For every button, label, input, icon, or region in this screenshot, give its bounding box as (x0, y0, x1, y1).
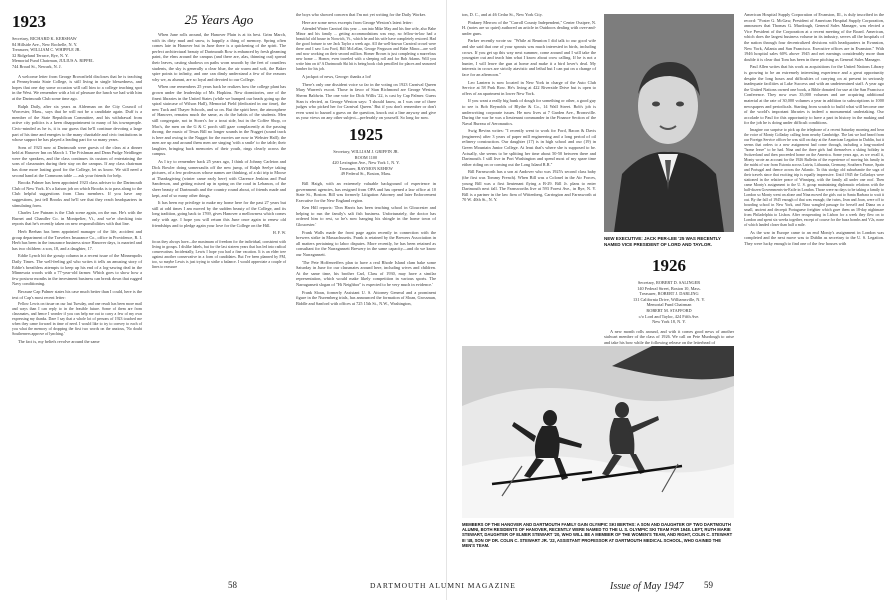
ski-scene-image (462, 346, 734, 518)
officer-line: ROBERT M. STAFFORD (646, 307, 692, 313)
news-paragraph: Herb Beehan has been appointed manager of the life, accident and group department of the Travelers Insurance Co., office in Providence, R. I. Herb has been in the insurance business since Hanover days, is married and has two children: a son, 18, and a daughter, 17. (12, 229, 142, 251)
magazine-name-footer: DARTMOUTH ALUMNI MAGAZINE (370, 581, 516, 590)
news-paragraph: ton, D. C., and at 46 Cedar St., New York City. (462, 12, 543, 17)
class-1926-column (604, 256, 734, 345)
class-1925-continued-column (462, 12, 596, 337)
news-paragraph: Sons of 1923 now at Dartmouth were guests of the class at a dinner held at Hanover Inn on March 1. The Frishman and Dean Pudge Neidlinger were the speakers, and the class continues its custom of entertaining the sons of classmates during their stay on the campus. If any class chairman has done more lasting good for the College, let us know. We still need a second hand at the Commons table — ask your friends for help. (12, 144, 142, 178)
essay-signature: H. F. W. (272, 230, 286, 236)
class-1926-continued-column (744, 12, 884, 572)
news-paragraph: There's only one dissident voice so far in the voting on 1923 Carnival Queen Mary Warren's escort. Those in favor of Stan Richmond are George Weston, Sherm Baldwin. The one vote for Dick Willis '22, is cast by Cap Palmer. Guess Stan is elected, as George Weston says: 'I should know, as I was one of three judges who picked her for Carnival Queen.' But if you don't remember or don't even want to hazard a guess on the question, knock out a line anyway and give us your views on any other subject—preferably on yourself. So long for now. (296, 81, 436, 121)
news-paragraph: Eddie Lynch hit the gossip column in a recent issue of the Minneapolis Daily Times. The well-feeling gal who writes it tells an amusing story of Eddie's breathless attempts to keep up his end of a log-sawing deal in the Minnesota woods with a 77-year-old farmer. Which goes to show how a few postwar months in the investment business can break down that rugged Navy conditioning. (12, 253, 142, 287)
executive-photo-caption: NEW EXECUTIVE: JACK PER-LEE '25 WAS RECENTLY NAMED VICE PRESIDENT OF LORD AND TAYLOR. (604, 236, 721, 247)
news-paragraph: Ken Hill reports: 'Don Harris has been teaching school in Gloucester and helping to run the family's salt fish business. Unfortunately, the doctor has ordered him to rest, so he's now hanging his shingle in the home town of Gloucester.' (296, 205, 436, 228)
news-paragraph: The fact is, my beliefs revolve around the same (18, 339, 100, 345)
news-paragraph: the boys who showed concern that I'm not yet writing for the Daily Worker. (296, 12, 426, 17)
news-paragraph: Frank Walls made the front page again recently in connection with the brewers strike in Massachusetts. Frank is retained by the Brewers Association in all matters pertaining to labor disputes. More recently, he has been retained as consultant for the Narragansett Brewery in the same capacity—and do we know our Narragansett. (296, 229, 436, 258)
officer-line: Secretary, RICHARD K. KERSHAW (12, 36, 77, 41)
officer-line: Memorial Fund Chairman (646, 302, 692, 308)
officer-line: 744 Broad St., Newark, N. J. (12, 63, 62, 69)
ski-photo-caption: MEMBERS OF THE HANOVER AND DARTMOUTH FAMILY GAIN OLYMPIC SKI BERTHS: A SON AND DAUGHTER OF TWO DARTMOUTH ALUMNI, BOTH RESIDENTS OF HANOVER, RECENTLY WERE NAMED TO THE U. S. OLYMPIC SKI TEAM FOR 1948. LEFT, RUTH MARIE STEWART, DAUGHTER OF ELMER STEWART '20, WHO WILL BE A MEMBER OF THE WOMEN'S TEAM, AND RIGHT, COLIN C. STEWART III '48, SON OF DR. COLIN C. STEWART JR. '22, ASSISTANT PROFESSOR AT DARTMOUTH MEDICAL SCHOOL, WHO GAINED THE MEN'S TEAM. (462, 522, 733, 548)
officer-line: 140 Federal Street, Boston 10, Mass. (637, 285, 701, 291)
news-paragraph: If you want a really big hunk of dough for something or other, a good guy to see is Bob Reynolds of Blythe & Co., 14 Wall Street. Bob's job is underwriting corporate issues. He now lives at 7 Garden Ave., Bronxville. During the war he was a lieutenant commander in the Finance Section of the Naval Bureau of Aeronautics. (462, 98, 596, 126)
news-paragraph: A jackpot of news, George: thanks a lot! (302, 74, 372, 80)
essay-continuation: focus they always have—the maximum of freedom for the individual, consistent with living in groups. I dislike labels, but for the last sixteen years that has led into radical conservatism. Incidentally, Lewis I hope you had a fine vacation. It is an elder tree against another conservative in a form of candidates. But I've been planned by FM, too, so maybe Lewis is just trying to strike a balance. I would appreciate a couple of lines to reassure (152, 239, 286, 269)
twenty-five-years-ago-column (152, 12, 286, 572)
right-page-number: 59 (704, 580, 713, 590)
news-paragraph: Here are some news excerpts from George Weston's latest letter: (302, 19, 413, 25)
class-1925-column (296, 12, 436, 572)
class-1925-heading: 1925 (349, 124, 383, 144)
officer-line: Secretary, ROBERT D. SALINGER (637, 280, 701, 285)
officer-line: 32 Ridgeland Terrace, Rye, N. Y. (12, 52, 69, 58)
section-title: 25 Years Ago (184, 12, 254, 27)
news-paragraph: A welcome letter from George Brownfield discloses that he is teaching at Pennsylvania State College, is still living in single blessedness, and hopes that one day some occasion will call him to a college teaching spot in the West. We remember with a bit of pleasure the lunch we had with him at the Dartmouth Club some time ago. (12, 73, 142, 101)
officer-line: 49 Federal St., Boston, Mass. (340, 171, 392, 177)
class-1923-officers (12, 36, 142, 70)
class-1926-officers (604, 280, 734, 325)
essay-paragraph: As I try to remember back 25 years ago, I think of Johnny Carleton and Dick Bowler doing somersaults off the new jump, of Ralph Seelye taking pictures, of a few professors whose names are thinking, of a ski trip to Moose at Thanksgiving (winter came early here) with Clarence Jenkins and Paul Sanderson, and getting mixed up in spring on the road in Lebanon, of the sheer beauty of Dartmouth and the country round about, of friends made and kept, and of so many other things. (152, 159, 286, 198)
officer-line: 420 Lexington Ave., New York 1, N. Y. (332, 160, 400, 166)
officer-line: Secretary, WILLIAM J. GRIFFIN JR. (333, 148, 399, 154)
news-paragraph: Pinkney Merrow of the "Carroll County Independent," Center Ossipee, N. H. (notes are so quiet) authored an article in Outdoors dealing with over-and-under guns. (462, 19, 596, 36)
class-1926-heading: 1926 (652, 256, 686, 275)
class-1923-heading: 1923 (12, 12, 46, 31)
news-paragraph: Imagine our surprise to pick up the telephone of a recent Saturday morning and hear the voice of Monty Colladay calling from nearby Cambridge. The last we had heard from our Foreign Service officer he was still on duty at the American Legation in Dublin, but it seems that orders to a new assignment had come through, including a long-awaited "home leave" to be had. Nina and the three girls had themselves a skiing holiday in Switzerland and then proceeded home on the America. Some years ago, as we recall it, Monty wrote an account for the 1926 Bulletin of the experience of moving his family in the midst of war from Estonia across Latvia, Lithuania, Germany, Southern France, Spain and Portugal and thence across the Atlantic. To this stodgy old suburbanite the saga of their travels since that exciting trip is equally impressive. Until 1945 the Colladays were stationed in the relative peace of Winnipeg, with the family all under one roof. Then came Monty's assignment to the U. S. group maintaining diplomatic relations with the half-dozen Governments-in-Exile in London. Those were no days to be taking a family to London so Monty went on alone and Nina moved the girls out to Santa Barbara to wait it out. By the fall of 1945 enough of that was enough; the twins, Jean and Joan, were off to boarding school in New York, and Nina wangled passage for herself and Diana on a small, ancient and decrepit Portuguese freighter which gave them an 18-day nightmare from Philadelphia to Lisbon. After recuperating in Lisbon for a week they flew on to London and spent six weeks together, except of course for the buzz bombs and V2s, none of which landed closer than half a mile. (744, 127, 884, 227)
news-paragraph: Frank Sloan, formerly Assistant U. S. Attorney General and a prominent figure in the Nuremberg trials, has announced the formation of Sloan, Grossman, Biddle and Sanford with offices at 725 15th St., N.W., Washington, (296, 289, 436, 306)
class-1925-officers (296, 149, 436, 177)
officer-line: New York 18, N. Y. (652, 319, 686, 325)
officer-line: 84 Hillside Ave., New Rochelle, N. Y. (12, 41, 78, 47)
issue-date-footer: Issue of May 1947 (610, 581, 684, 592)
news-paragraph: A new month rolls around, and with it comes good news of another stalwart member of the class of 1926. We call on Pete Murdough to arise and take his bow while the following release on the letterhead of (604, 328, 734, 345)
essay-paragraph: It has been my privilege to make my home here for the past 27 years but still at odd times I am moved by the sudden beauty of the College, and its long tradition, going back to 1769, gives Hanover a mellowness which comes only with age. I hope you will return this June once again to renew old friendships and to pledge again your love for the College on the Hill. (152, 200, 286, 228)
news-paragraph: Ralph Daily, after six years as Alderman on the City Council of Worcester, Mass., says that he will not be a candidate again. Duff is a member of the State Republican Committee, and his withdrawal from active city politics is a keen disappointment to many of his townspeople. Civic-minded as he is, it is our guess that he'll continue devoting a large part of his time and energies to the many charitable and civic institutions in whose support he has played a leading part for so many years. (12, 103, 142, 143)
officer-line: Treasurer, WILLIAM C. WHIPPLE JR. (12, 47, 81, 53)
officer-line: Treasurer, RAYMON KEHEW (339, 165, 393, 171)
officer-line: c/o Lord and Taylor, 424 Fifth Ave. (638, 313, 700, 319)
news-paragraph: Bill Farnsworth has a son at Andover who was 1925's second class baby (the first was Tommy French). When Bill was a Colonel in the Air Forces, young Bill was a first lieutenant flying a B-29. Bill Jr. plans to enter Dartmouth next fall. The Farnsworths live at 593 Forest Ave., in Rye, N. Y. Bill is a partner in the law firm of Wittenberg, Carrington and Farnsworth at 70 W. 40th St., N. Y. (462, 169, 596, 203)
news-paragraph: Parker recently wrote us: "While at Reunion I did talk to our good wife and she said that one of your sprouts was much interested in birds, including crows. If you get up this way next summer, come around and I will take the youngster out and teach him what I know about crow calling. If he is not a hunter, I will leave the gun at home and make it a bird lover's deal. My interests in crows are strictly atavistic and lethal but I can put on a change of face for an afternoon." (462, 38, 596, 77)
essay-paragraph: When June rolls around, the Hanover Plain is at its best. Grim March, with its dirty mud and snow, is happily a thing of memory. Spring often comes late in Hanover but in June there is a quickening of the spirit. The perfect architectural beauty of Dartmouth Row is enhanced by fresh gleaming paint, the elms around the campus (and there are, alas, thinning out) spread their leaves, casting shadows on paths worn smooth by the feet of countless students, the sky is generally a clear blue, the air warm and soft, the Baker spire points to infinity, and one can dimly understand a few of the reasons why we, as alumni, are so loyal and devoted to our College. (152, 32, 286, 82)
portrait-image (604, 14, 734, 232)
news-paragraph: Because Cap Palmer states his case much better than I could, here is the text of Cap's most recent letter: (12, 288, 142, 300)
news-paragraph: Fellow Lewis on tissue on our last Tuesday, and one result has been more mail and ways than I can reply to in the feasible future. Some of them are from classmates, and hence I wonder if you can help me out to carry a few of my own expressing my thanks. Dare I say that a whole lot of persons of 1923 touched me when they came forward in time of need. I would like to try to convey to each of you what the memory of dropping the first two words on the anxious, 'No doubt Southerners approve of lynching.' (12, 302, 142, 337)
page-gutter (446, 0, 447, 600)
executive-portrait-photo (604, 14, 734, 232)
left-page-number: 58 (228, 580, 237, 590)
essay-paragraph: When one remembers 25 years back he realizes how the college plant has grown under the leadership of Mr. Hopkins. New dormitories, one of the finest libraries in the United States (while we bumped our heads going up the spiral staircase of Wilson Hall), Memorial Field (dedicated in our time), the new Tuck and Thayer Schools, and so on. But the spirit here, the atmosphere of Hanover, remains much the same, as do the habits of the students. Men still congregate, not in Storrs's for a trout side, but in the Coffee Shop, or Mac's, the men on the G & C porch still gaze complacently at the passing throng; the music of Texas Bill no longer sounds in the Nugget (sound track is here and owing to the Nugget for the movies are now in Webster Hall); the men are up and around them men are singing 'with a smile' to the table; their laughter, bringing back memories of their youth, rings clearly across the campus. (152, 84, 286, 157)
news-paragraph: Attended Winter Carnival this year ... ran into Mike May and his fine wife, also Babe Minor and his family ... getting accommodations was easy, no fellow-in-law had a beautiful old house in Norwich, Vt., which he and his wife have completely restored. Had the good fortune to see Jack Taylor a week ago. All the well-known Carnival crowd were there and I saw Lou Ford, Bill McLellan, George Ferguson and Babe Minor—are well and now working on their second million. Homer Brown is just completing a marvelous new home ... Homer, even traveled with a sleeping roll and for Bob Adams. Will you write him on it? A Dartmouth Ski hit is being book club pencilled for places and seasoned lumber for his job. (296, 27, 436, 72)
officer-line: 131 California Drive, Williamsville, N. Y. (633, 296, 705, 302)
class-1923-column (12, 12, 142, 572)
officer-line: Treasurer, ROBERT J. DARLING (639, 291, 699, 297)
news-paragraph: Leo Lantern is now located in New York in charge of the Auto Club Service at 58 Park Row. He's living at 422 Riverside Drive but is open to offers of an apartment in lower New York. (462, 79, 596, 96)
olympic-ski-photo (462, 346, 734, 518)
news-paragraph: Brooks Palmer has been appointed 1923 class adviser to the Dartmouth Club of New York. It's a liaison job on which Brooks is to pass along to the Club helpful suggestions from Class members. If you have any suggestions, just tell Brooks and he'll see that they reach headquarters in stimulating form. (12, 180, 142, 208)
news-paragraph: Bill Haigh, with an extremely valuable background of experience in government agencies, has resigned from OPA and has opened a law office at 10 State St., Boston. Bill was formerly Litigation Attorney and later Enforcement Executive for the New England region. (296, 180, 436, 203)
news-paragraph: Paul Allen writes that his work as acquisitions for the United Nations Library is growing to be an extremely interesting experience and a great opportunity despite the long hours and difficulties of carrying on at present in seriously inadequate facilities at Lake Success and with an undetermined staff. A year ago the United Nations owned one book, a Bible donated for use at the San Francisco Conference. They now own 35,000 volumes and are acquiring additional material at the rate of 30,000 volumes a year in addition to subscriptions to 1000 newspapers and periodicals. Starting from scratch to build what will become one of the world's important libraries is indeed a monumental undertaking. Our accolade to Paul for this opportunity to have a part in history in the making and for the job he is doing under difficult conditions. (744, 64, 884, 126)
news-paragraph: 'The Pete Hoffenreffers plan to have a real Rhode Island clam bake some Saturday in June for our classmates around here, including wives and children. At the same time, his brother Carl, Class of 1930, may have a similar representation, which would make likely competition in various sports. The Narragansett slogan of "Hi Neighbor" is expected to be very much in evidence.' (296, 259, 436, 287)
news-paragraph: Charles Lee Putnam is the Club scene again, on the run. He's with the Burnet and Chandler Co. in Montpelier, Vt., and we're checking into reports that he's recently taken on new responsibilities with that line. (12, 210, 142, 227)
officer-line: ROOM 1100 (354, 154, 378, 160)
news-paragraph: As the war in Europe came to an end Monty's assignment in London was completed and the next move was to Dublin as secretary to the U. S. Legation. They were lucky enough to find one of the few houses with (744, 229, 884, 247)
news-paragraph: Swig Bevins writes: "I recently went to work for Ford, Bacon & Davis (engineers) after 3 years of paper mill engineering and a long period of oil refinery construction. Our daughter (17) is in high school and our (19) in Green Mountain Junior College. At least that's where she is supposed to be. Actually, she seems to be splitting her time about 50-50 between there and Dartmouth. I still live in Port Washington and spend most of my spare time either riding on or coming out the Long Island R.R." (462, 128, 596, 167)
officer-line: Memorial Fund Chairman, JULIUS A. RIPPEL (12, 58, 94, 64)
news-paragraph: American Hospital Supply Corporation of Evanston, Ill., is duly inscribed in the record: "Foster G. McGaw, President of American Hospital Supply Corporation, announces that Thomas G. Murdough, General Sales Manager, was elected a Vice President of the Corporation at a recent meeting of the Board. American, which does the largest business volume in its industry, serves all the hospitals of the nation through four decentralized divisions with headquarters in Evanston, New York, Atlanta and San Francisco. Executive offices are in Evanston." With 1946 hospital sales 60% above 1945 and net earnings considerably more than double it is clear that Tom has been in there pitching as General Sales Manager. (744, 12, 884, 62)
